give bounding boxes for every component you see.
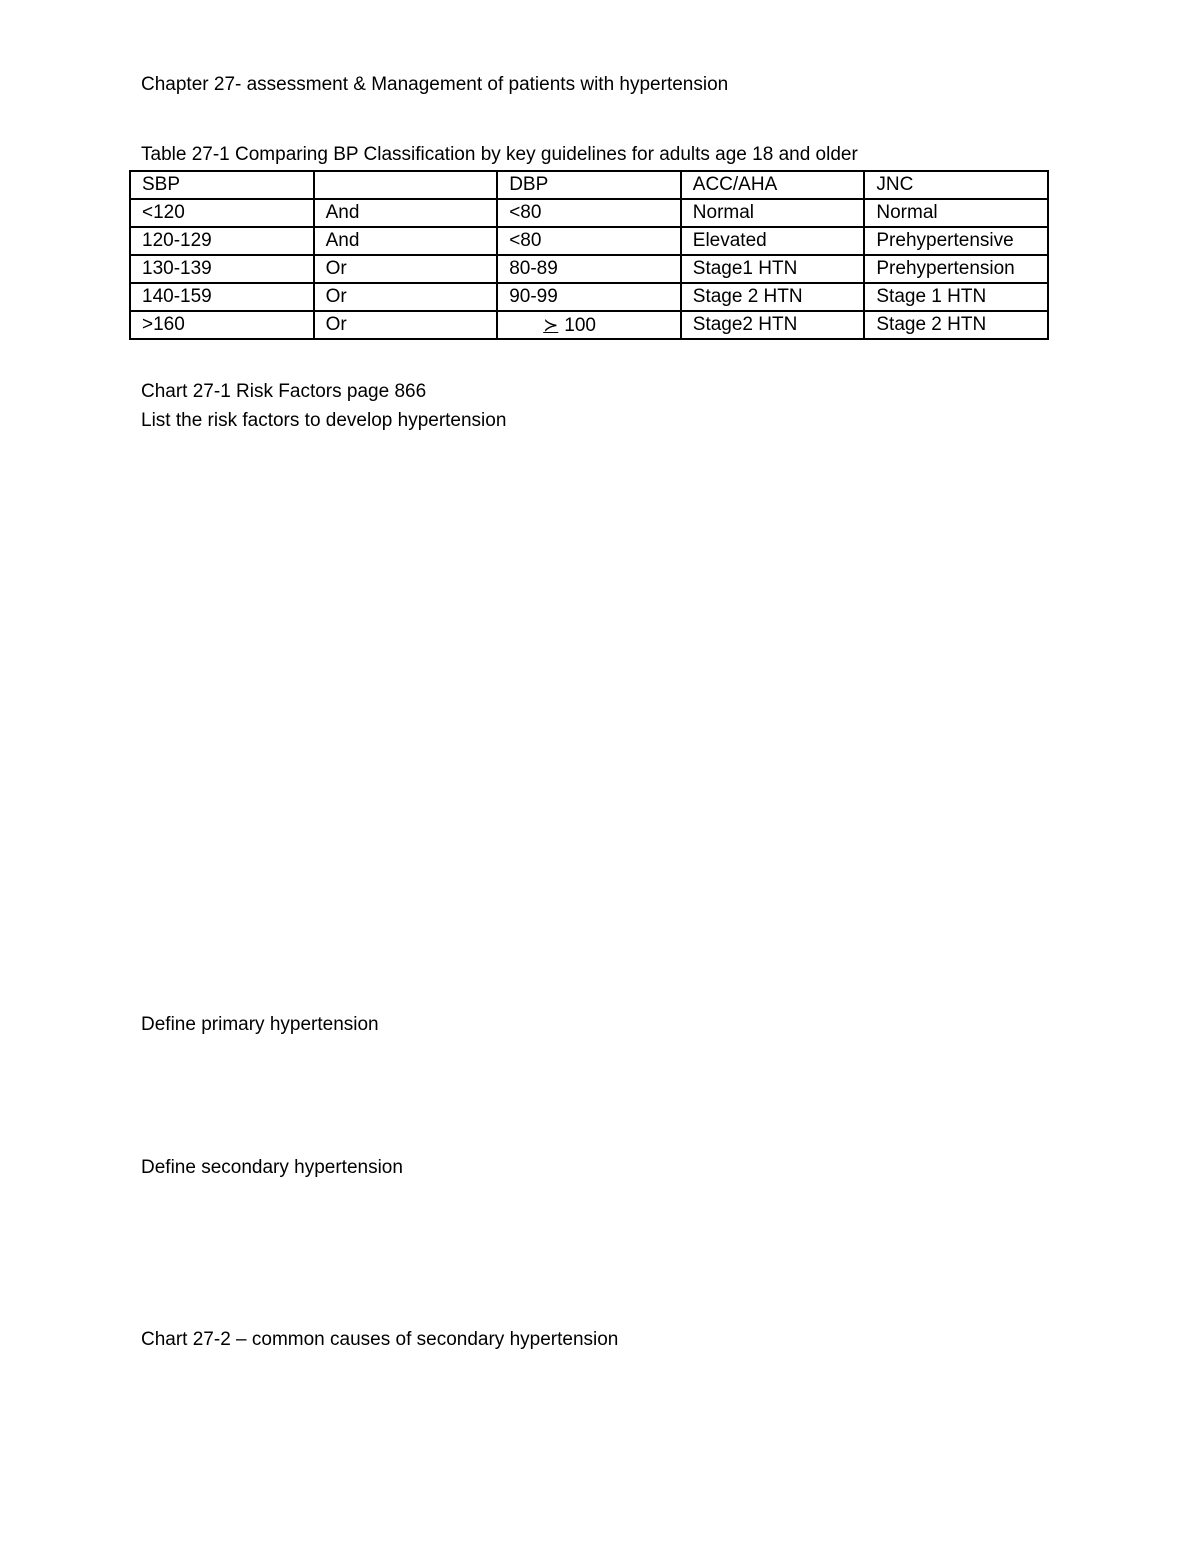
greater-or-equal-icon: ≻	[543, 314, 559, 335]
table-header-row	[130, 171, 1048, 199]
table-row	[130, 283, 1048, 311]
cell-dbp: <80	[497, 227, 681, 255]
cell-jnc: Normal	[864, 199, 1048, 227]
cell-jnc: Prehypertensive	[864, 227, 1048, 255]
cell-connector: And	[314, 199, 498, 227]
cell-jnc: Stage 1 HTN	[864, 283, 1048, 311]
cell-dbp: <80	[497, 199, 681, 227]
table-row	[130, 255, 1048, 283]
header-acc-aha: ACC/AHA	[681, 171, 865, 199]
cell-jnc: Prehypertension	[864, 255, 1048, 283]
cell-connector: Or	[314, 255, 498, 283]
secondary-hypertension-prompt: Define secondary hypertension	[141, 1157, 403, 1178]
risk-factors-prompt: List the risk factors to develop hypertension	[141, 410, 507, 431]
bp-classification-table	[129, 170, 1049, 340]
cell-jnc: Stage 2 HTN	[864, 311, 1048, 339]
cell-dbp: 90-99	[497, 283, 681, 311]
cell-acc-aha: Stage 2 HTN	[681, 283, 865, 311]
cell-acc-aha: Normal	[681, 199, 865, 227]
header-sbp: SBP	[130, 171, 314, 199]
header-connector	[314, 171, 498, 199]
cell-dbp-value: 100	[564, 314, 596, 336]
chart-27-1-title: Chart 27-1 Risk Factors page 866	[141, 381, 427, 402]
cell-connector: Or	[314, 311, 498, 339]
document-title: Chapter 27- assessment & Management of patients with hypertension	[141, 74, 729, 95]
cell-acc-aha: Elevated	[681, 227, 865, 255]
table-caption: Table 27-1 Comparing BP Classification by key guidelines for adults age 18 and older	[141, 144, 858, 165]
cell-sbp: 120-129	[130, 227, 314, 255]
table-row	[130, 199, 1048, 227]
cell-connector: Or	[314, 283, 498, 311]
primary-hypertension-prompt: Define primary hypertension	[141, 1014, 379, 1035]
cell-sbp: <120	[130, 199, 314, 227]
table-row	[130, 311, 1048, 339]
chart-27-2-title: Chart 27-2 – common causes of secondary hypertension	[141, 1329, 619, 1350]
cell-sbp: >160	[130, 311, 314, 339]
cell-connector: And	[314, 227, 498, 255]
cell-dbp: 80-89	[497, 255, 681, 283]
cell-sbp: 130-139	[130, 255, 314, 283]
header-dbp: DBP	[497, 171, 681, 199]
cell-sbp: 140-159	[130, 283, 314, 311]
cell-acc-aha: Stage1 HTN	[681, 255, 865, 283]
ge-value	[543, 313, 596, 338]
header-jnc: JNC	[864, 171, 1048, 199]
table-row	[130, 227, 1048, 255]
cell-dbp	[497, 311, 681, 339]
cell-acc-aha: Stage2 HTN	[681, 311, 865, 339]
